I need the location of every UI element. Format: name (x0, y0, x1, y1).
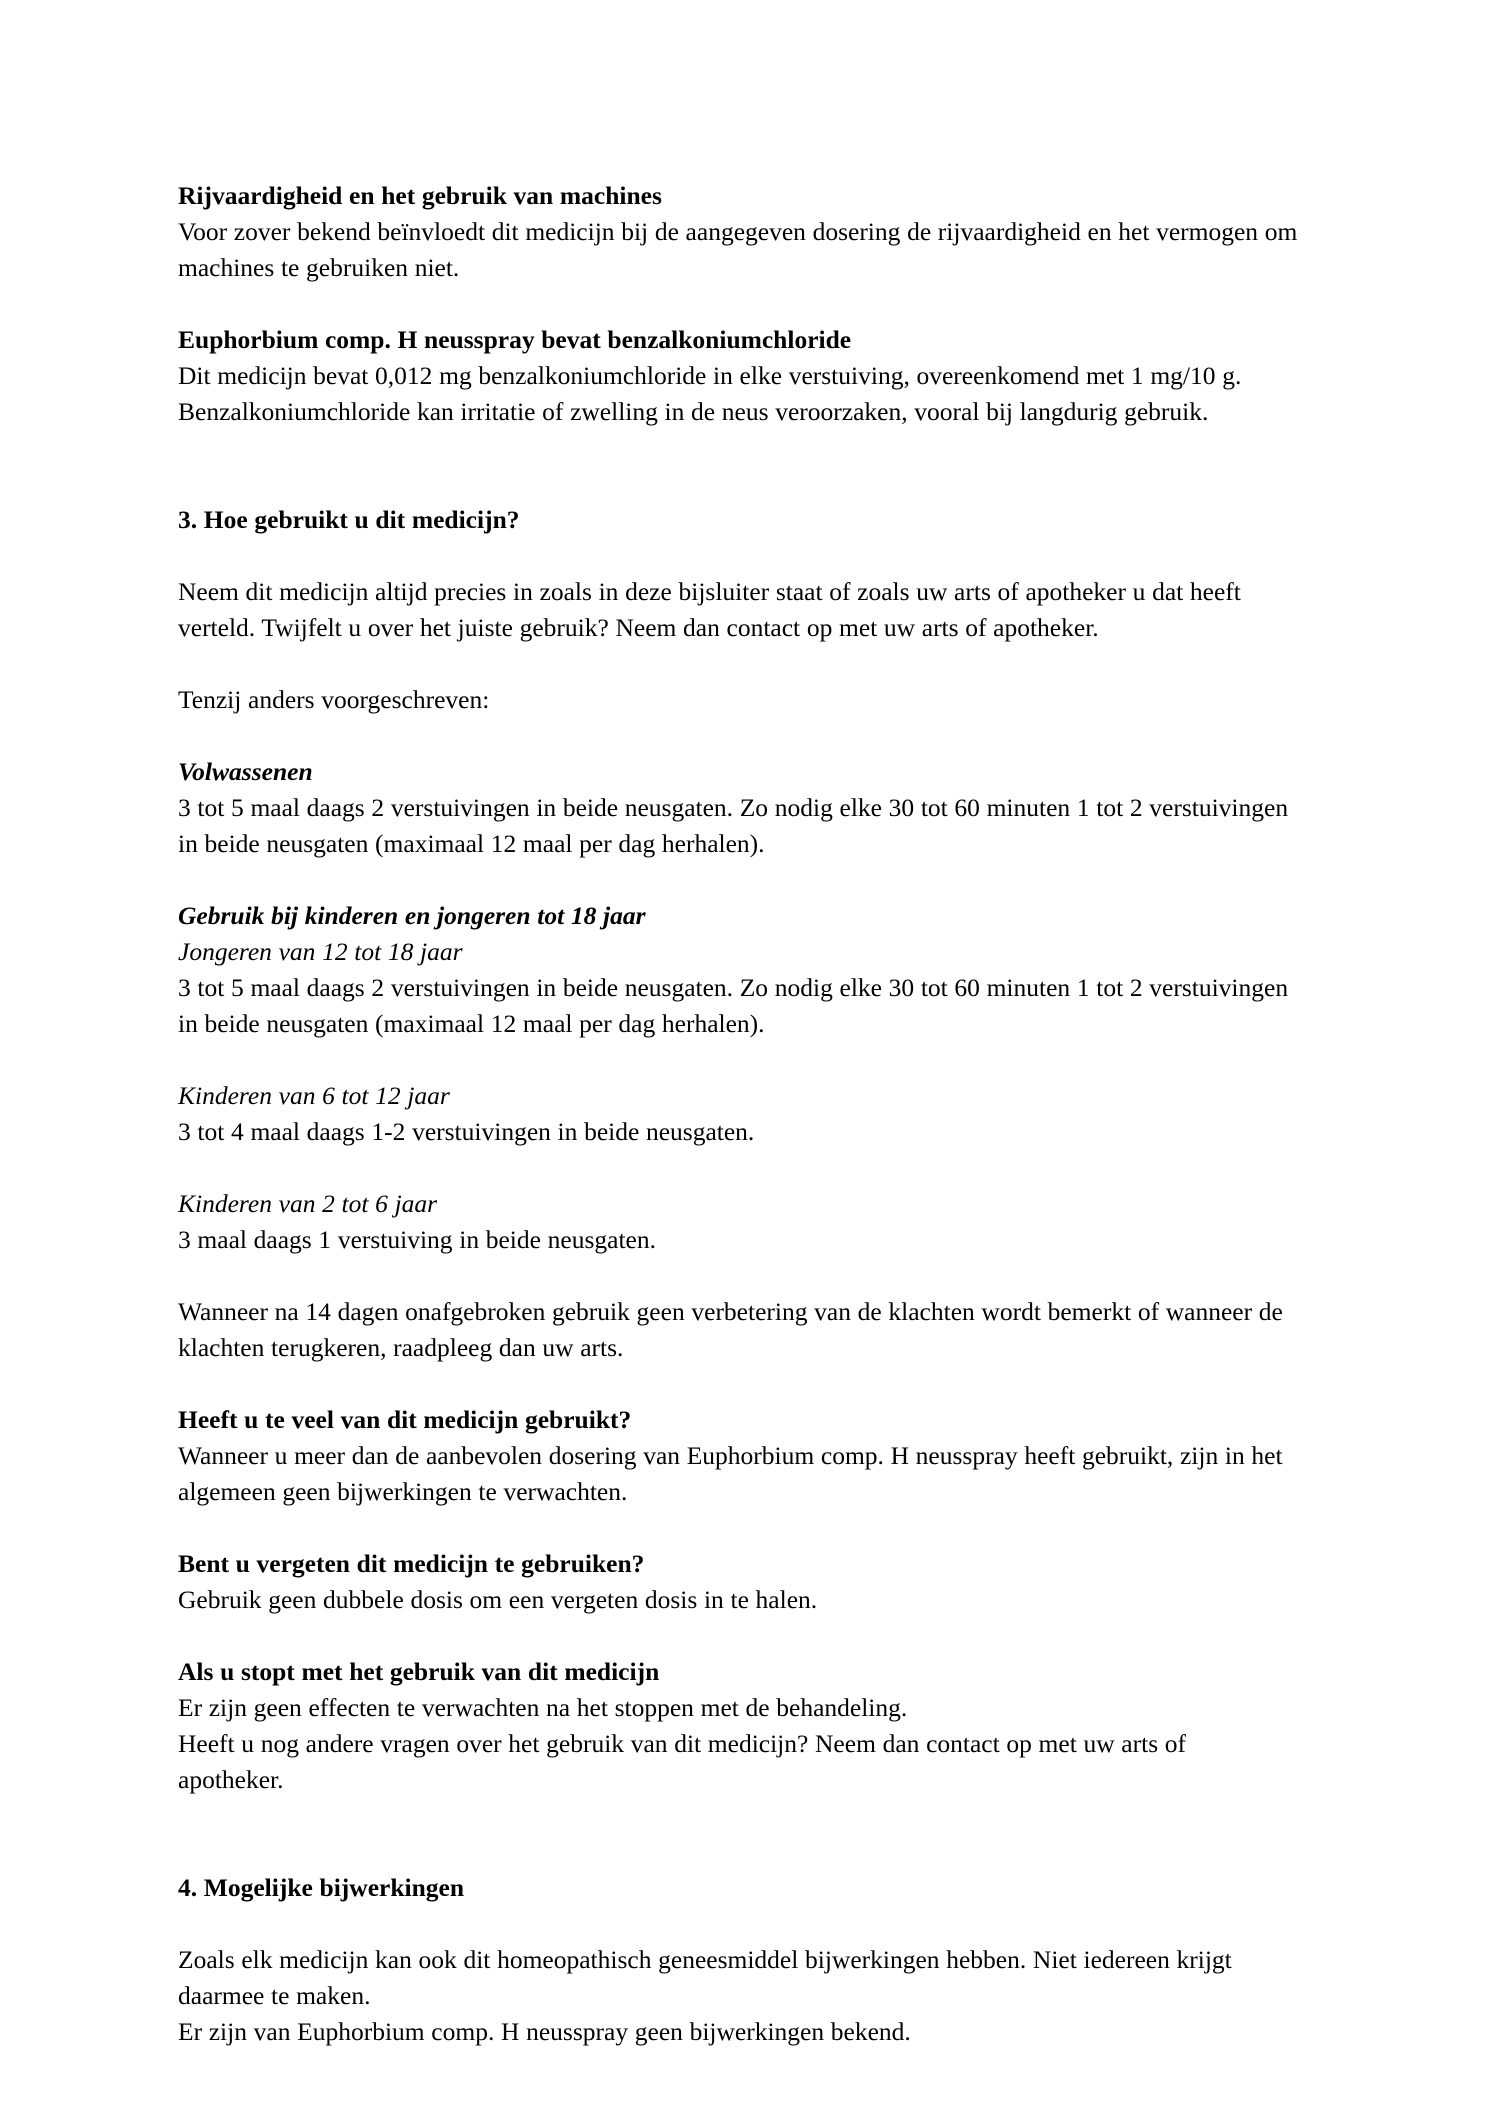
paragraph-benzalkoniumchloride: Dit medicijn bevat 0,012 mg benzalkoniumchloride in elke verstuiving, overeenkomend met 1 mg/10 g. Benzalkoniumchloride kan irritatie of zwelling in de neus veroorzaken, vooral bij langdurig gebruik. (178, 361, 1242, 426)
paragraph-dose-youth-12-18: 3 tot 5 maal daags 2 verstuivingen in beide neusgaten. Zo nodig elke 30 tot 60 minuten 1 tot 2 verstuivingen in beide neusgaten (maximaal 12 maal per dag herhalen). (178, 973, 1289, 1038)
spacer (178, 1042, 1298, 1078)
spacer (178, 1618, 1298, 1654)
subheading-children-6-12: Kinderen van 6 tot 12 jaar (178, 1081, 450, 1110)
paragraph-section-3-intro: Neem dit medicijn altijd precies in zoals in deze bijsluiter staat of zoals uw arts of apotheker u dat heeft verteld. Twijfelt u over het juiste gebruik? Neem dan contact op met uw arts of apotheker. (178, 577, 1241, 642)
paragraph-driving-machines: Voor zover bekend beïnvloedt dit medicijn bij de aangegeven dosering de rijvaardigheid en het vermogen om machines te gebruiken niet. (178, 217, 1298, 282)
paragraph-dose-children-2-6: 3 maal daags 1 verstuiving in beide neusgaten. (178, 1225, 656, 1254)
spacer (178, 1510, 1298, 1546)
subheading-youth-12-18: Jongeren van 12 tot 18 jaar (178, 937, 463, 966)
spacer (178, 1258, 1298, 1294)
spacer (178, 286, 1298, 322)
paragraph-stopping-line2: Heeft u nog andere vragen over het gebruik van dit medicijn? Neem dan contact op met uw arts of apotheker. (178, 1729, 1187, 1794)
spacer (178, 1906, 1298, 1942)
paragraph-overdose: Wanneer u meer dan de aanbevolen dosering van Euphorbium comp. H neusspray heeft gebruikt, zijn in het algemeen geen bijwerkingen te verwachten. (178, 1441, 1283, 1506)
heading-driving-machines: Rijvaardigheid en het gebruik van machines (178, 181, 662, 210)
paragraph-no-improvement: Wanneer na 14 dagen onafgebroken gebruik geen verbetering van de klachten wordt bemerkt of wanneer de klachten terugkeren, raadpleeg dan uw arts. (178, 1297, 1283, 1362)
paragraph-section-4-intro: Zoals elk medicijn kan ook dit homeopathisch geneesmiddel bijwerkingen hebben. Niet iedereen krijgt daarmee te maken. (178, 1945, 1232, 2010)
heading-overdose: Heeft u te veel van dit medicijn gebruikt? (178, 1405, 632, 1434)
spacer (178, 1150, 1298, 1186)
paragraph-dose-children-6-12: 3 tot 4 maal daags 1-2 verstuivingen in beide neusgaten. (178, 1117, 755, 1146)
heading-benzalkoniumchloride: Euphorbium comp. H neusspray bevat benzalkoniumchloride (178, 325, 852, 354)
spacer (178, 862, 1298, 898)
subheading-children-under-18: Gebruik bij kinderen en jongeren tot 18 jaar (178, 901, 646, 930)
spacer (178, 718, 1298, 754)
paragraph-stopping-line1: Er zijn geen effecten te verwachten na het stoppen met de behandeling. (178, 1693, 908, 1722)
heading-missed-dose: Bent u vergeten dit medicijn te gebruiken? (178, 1549, 645, 1578)
spacer (178, 1366, 1298, 1402)
paragraph-unless-prescribed: Tenzij anders voorgeschreven: (178, 685, 490, 714)
spacer (178, 430, 1298, 502)
heading-section-4: 4. Mogelijke bijwerkingen (178, 1873, 465, 1902)
heading-section-3: 3. Hoe gebruikt u dit medicijn? (178, 505, 520, 534)
subheading-children-2-6: Kinderen van 2 tot 6 jaar (178, 1189, 438, 1218)
subheading-adults: Volwassenen (178, 757, 313, 786)
spacer (178, 538, 1298, 574)
paragraph-section-4-no-side-effects: Er zijn van Euphorbium comp. H neusspray geen bijwerkingen bekend. (178, 2017, 911, 2046)
heading-stopping-treatment: Als u stopt met het gebruik van dit medicijn (178, 1657, 660, 1686)
paragraph-missed-dose: Gebruik geen dubbele dosis om een vergeten dosis in te halen. (178, 1585, 818, 1614)
spacer (178, 646, 1298, 682)
spacer (178, 1798, 1298, 1870)
paragraph-dose-adults: 3 tot 5 maal daags 2 verstuivingen in beide neusgaten. Zo nodig elke 30 tot 60 minuten 1 tot 2 verstuivingen in beide neusgaten (maximaal 12 maal per dag herhalen). (178, 793, 1289, 858)
document-content (178, 178, 1298, 2050)
